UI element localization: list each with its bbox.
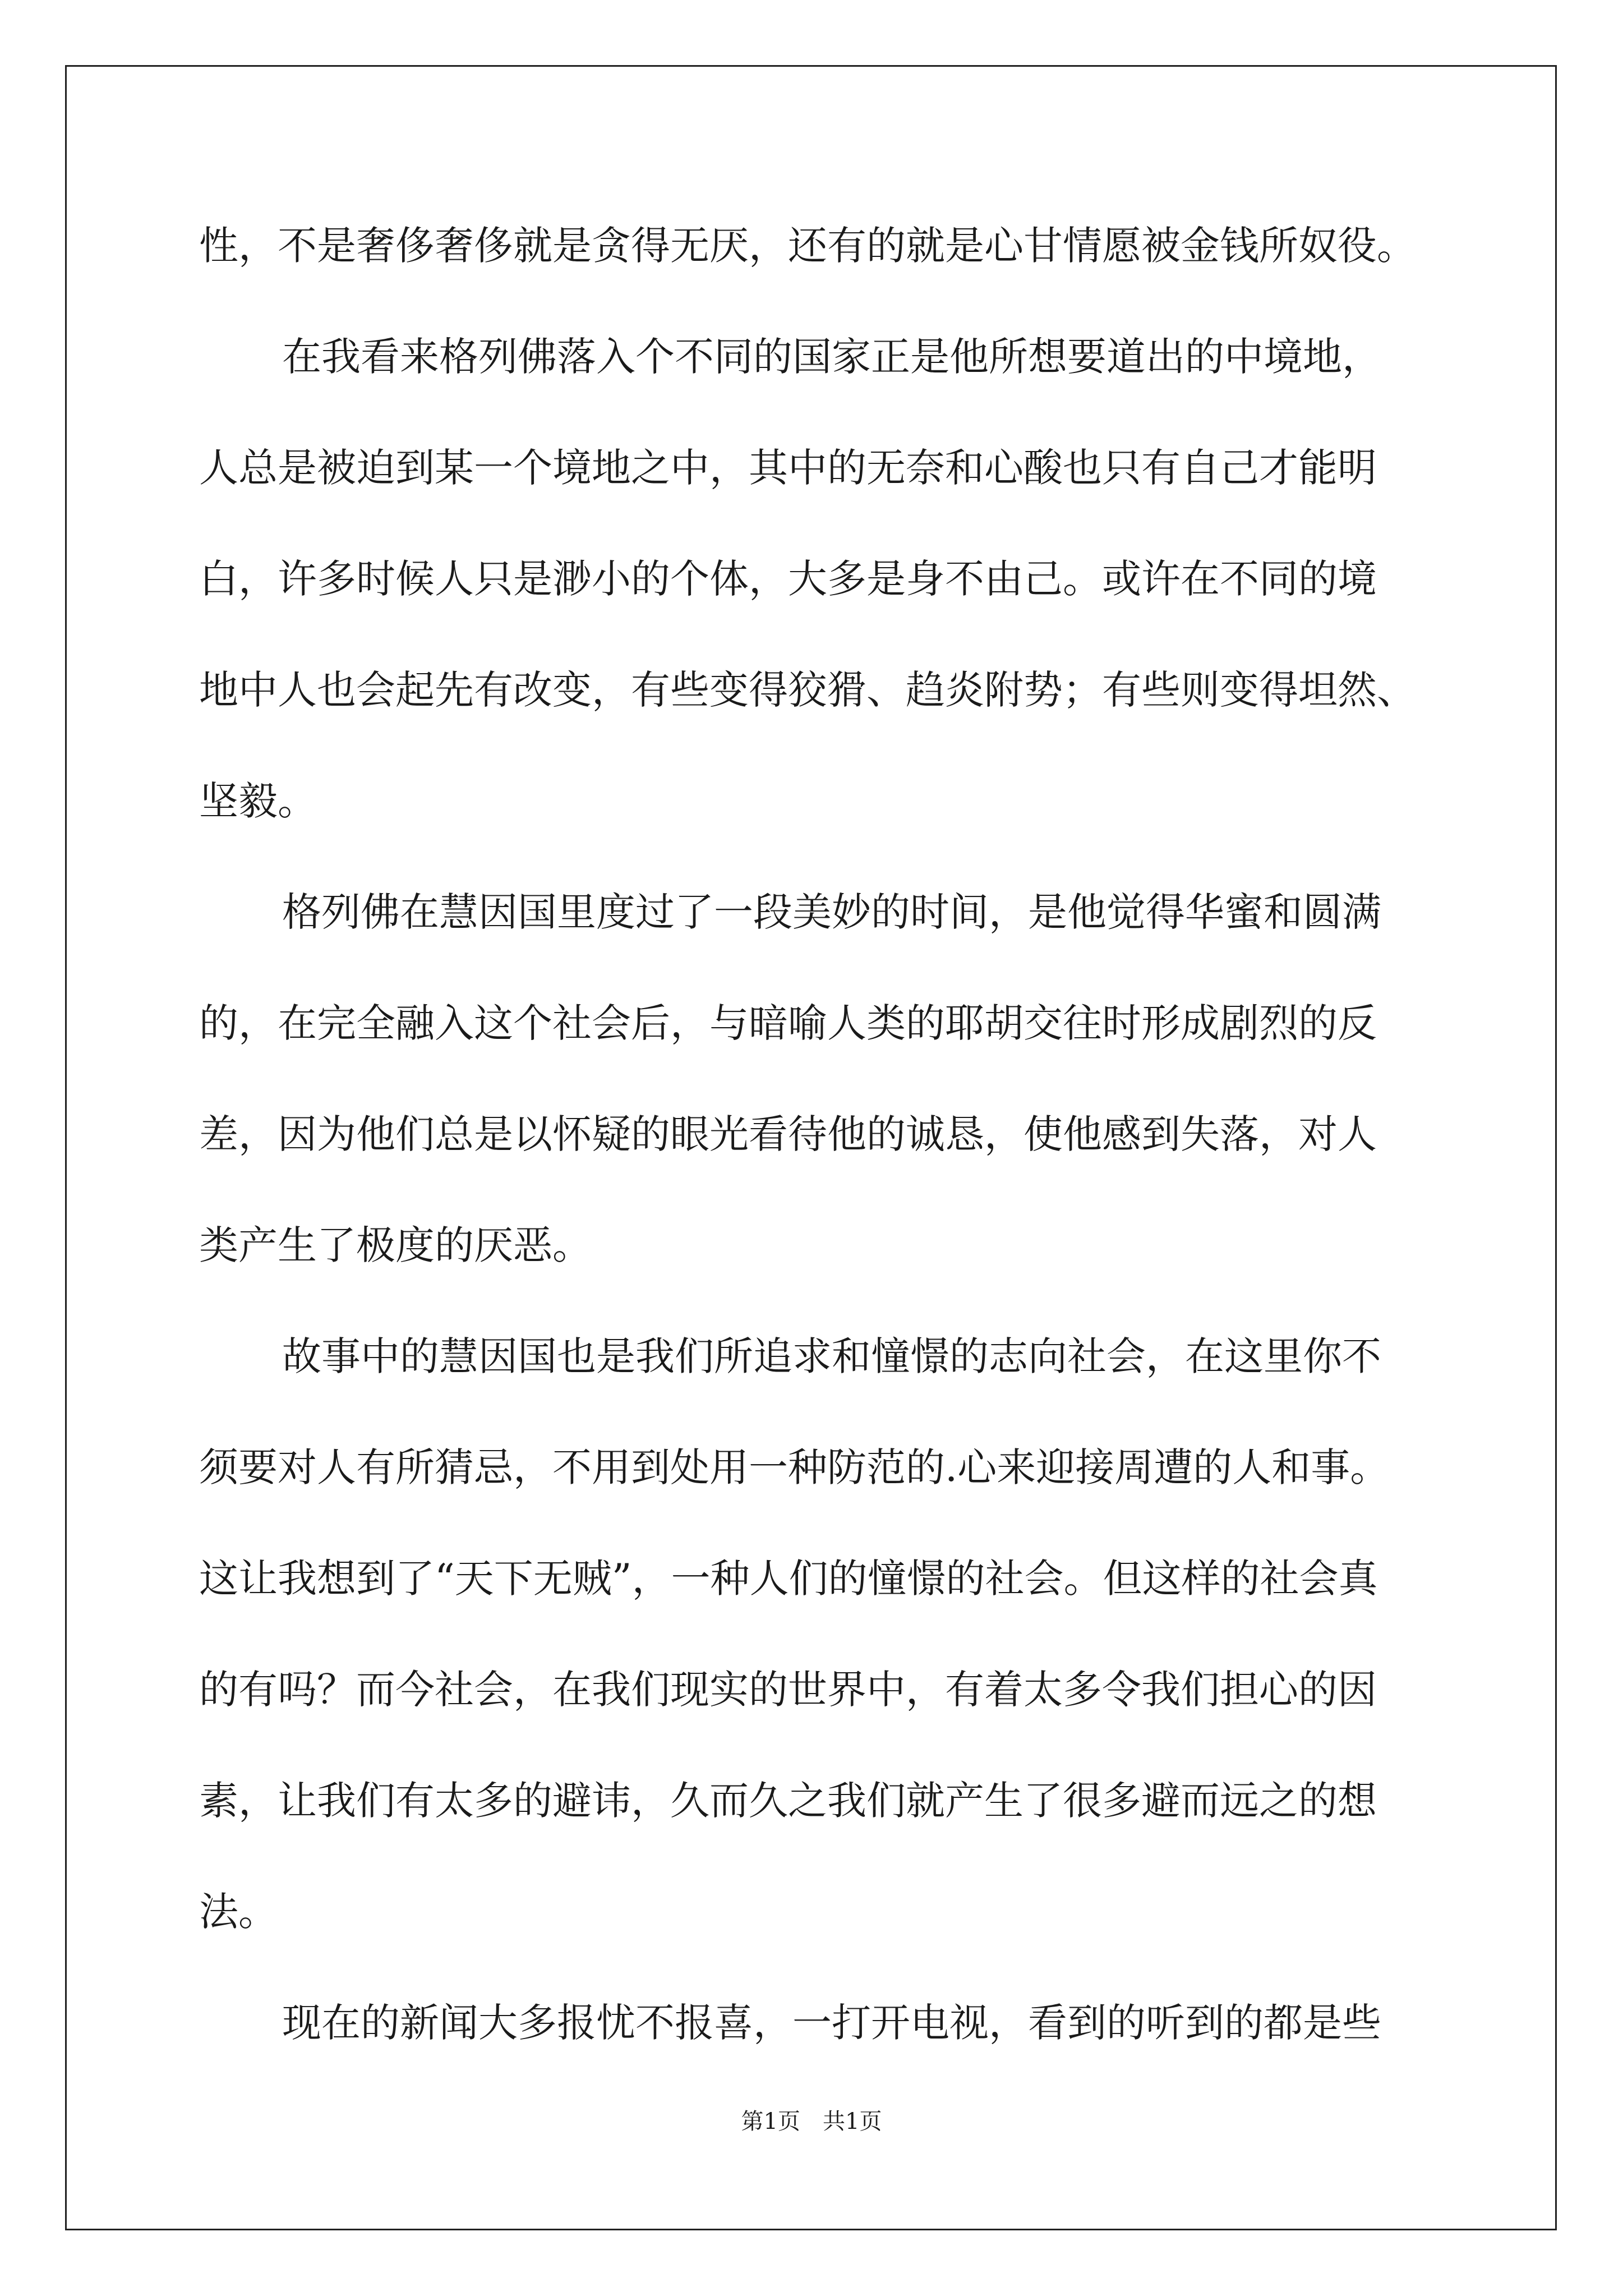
text-line: 性，不是奢侈奢侈就是贪得无厌，还有的就是心甘情愿被金钱所奴役。	[199, 223, 1416, 269]
text-line: 现在的新闻大多报忧不报喜，一打开电视，看到的听到的都是些	[282, 2000, 1381, 2046]
text-line: 这让我想到了“天下无贼”，一种人们的憧憬的社会。但这样的社会真	[199, 1556, 1378, 1602]
text-line: 须要对人有所猜忌，不用到处用一种防范的.心来迎接周遭的人和事。	[199, 1444, 1390, 1490]
text-line: 白，许多时候人只是渺小的个体，大多是身不由己。或许在不同的境	[199, 556, 1377, 602]
page-number: 第1页 共1页	[741, 2109, 882, 2134]
text-line: 在我看来格列佛落入个不同的国家正是他所想要道出的中境地，	[282, 334, 1381, 380]
text-line: 类产生了极度的厌恶。	[199, 1222, 592, 1268]
text-line: 的，在完全融入这个社会后，与暗喻人类的耶胡交往时形成剧烈的反	[199, 1000, 1377, 1046]
text-line: 法。	[199, 1889, 278, 1935]
text-line: 的有吗？而今社会，在我们现实的世界中，有着太多令我们担心的因	[199, 1667, 1377, 1713]
text-line: 坚毅。	[199, 778, 317, 824]
text-line: 格列佛在慧因国里度过了一段美妙的时间，是他觉得华蜜和圆满	[282, 889, 1381, 935]
text-line: 素，让我们有太多的避讳，久而久之我们就产生了很多避而远之的想	[199, 1778, 1377, 1824]
text-line: 故事中的慧因国也是我们所追求和憧憬的志向社会，在这里你不	[282, 1333, 1381, 1379]
text-line: 人总是被迫到某一个境地之中，其中的无奈和心酸也只有自己才能明	[199, 445, 1377, 491]
text-line: 差，因为他们总是以怀疑的眼光看待他的诚恳，使他感到失落，对人	[199, 1111, 1377, 1157]
text-line: 地中人也会起先有改变，有些变得狡猾、趋炎附势；有些则变得坦然、	[199, 667, 1416, 713]
